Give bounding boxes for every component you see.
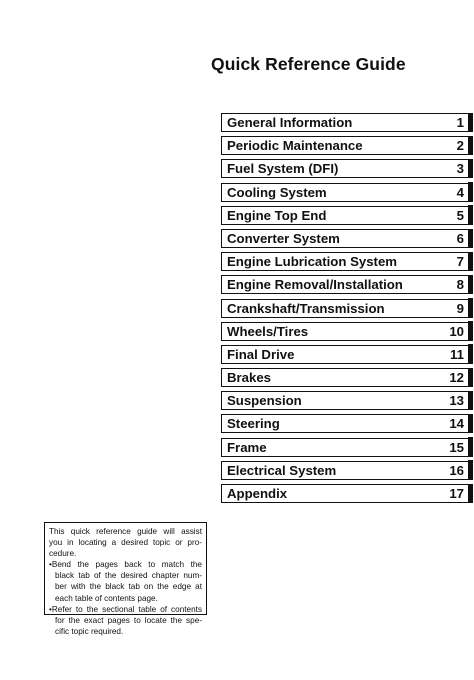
toc-chapter-number: 13	[449, 393, 464, 409]
toc-label: Suspension	[227, 393, 302, 409]
black-tab-marker	[468, 229, 473, 248]
page-title: Quick Reference Guide	[211, 54, 406, 74]
instructions-note-box	[44, 522, 207, 636]
black-tab-marker	[468, 344, 473, 363]
black-tab-marker	[468, 182, 473, 201]
black-tab-marker	[468, 460, 473, 479]
toc-row-steering[interactable]	[221, 414, 473, 433]
note-line: This quick reference guide will assist	[49, 527, 202, 536]
note-line: for the exact pages to locate the spe-	[55, 615, 202, 625]
toc-row-fuel-system[interactable]	[221, 159, 473, 178]
toc-label: Engine Top End	[227, 207, 327, 223]
toc-row-engine-lubrication-system[interactable]	[221, 252, 473, 271]
black-tab-marker	[468, 252, 473, 271]
toc-label: Final Drive	[227, 346, 295, 362]
toc-chapter-number: 11	[450, 346, 464, 362]
toc-chapter-number: 7	[456, 254, 464, 270]
black-tab-marker	[468, 159, 473, 178]
toc-label: Frame	[227, 439, 267, 455]
toc-label: Converter System	[227, 230, 340, 246]
toc-label: Appendix	[227, 486, 288, 501]
toc-row-brakes[interactable]	[221, 368, 473, 387]
toc-row-suspension[interactable]	[221, 391, 473, 410]
toc-chapter-number: 14	[449, 416, 464, 432]
toc-label: Periodic Maintenance	[227, 138, 363, 154]
note-line: ber with the black tab on the edge at	[55, 582, 202, 592]
toc-label: Crankshaft/Transmission	[227, 300, 385, 316]
toc-chapter-number: 16	[449, 462, 464, 478]
note-line: black tab of the desired chapter num-	[55, 571, 202, 581]
toc-row-periodic-maintenance[interactable]	[221, 136, 473, 155]
note-line: cedure.	[49, 549, 77, 559]
toc-row-electrical-system[interactable]	[221, 461, 473, 480]
black-tab-marker	[468, 113, 473, 132]
toc-row-appendix[interactable]	[221, 484, 473, 503]
note-line: cific topic required.	[55, 626, 124, 636]
toc-label: Electrical System	[227, 462, 337, 478]
toc-row-cooling-system[interactable]	[221, 183, 473, 202]
toc-chapter-number: 12	[449, 370, 464, 386]
table-of-contents	[221, 113, 473, 507]
black-tab-marker	[468, 136, 473, 155]
toc-chapter-number: 3	[456, 161, 464, 177]
black-tab-marker	[468, 484, 473, 503]
black-tab-marker	[468, 437, 473, 456]
toc-label: Fuel System (DFI)	[227, 161, 339, 177]
toc-row-final-drive[interactable]	[221, 345, 473, 364]
toc-row-engine-removal-installation[interactable]	[221, 275, 473, 294]
toc-label: Engine Removal/Installation	[227, 277, 403, 293]
note-line: each table of contents page.	[55, 593, 158, 603]
toc-label: Steering	[227, 416, 280, 432]
black-tab-marker	[468, 391, 473, 410]
toc-label: General Information	[227, 115, 353, 130]
toc-chapter-number: 8	[456, 277, 464, 293]
toc-chapter-number: 9	[456, 300, 464, 316]
black-tab-marker	[468, 275, 473, 294]
toc-label: Brakes	[227, 370, 271, 386]
black-tab-marker	[468, 414, 473, 433]
note-line: you in locating a desired topic or pro-	[49, 538, 202, 548]
toc-row-crankshaft-transmission[interactable]	[221, 299, 473, 318]
note-bullet-line: •Bend the pages back to match the	[49, 560, 202, 570]
black-tab-marker	[468, 298, 473, 317]
toc-row-frame[interactable]	[221, 438, 473, 457]
toc-row-engine-top-end[interactable]	[221, 206, 473, 225]
toc-chapter-number: 6	[456, 230, 464, 246]
toc-row-converter-system[interactable]	[221, 229, 473, 248]
toc-row-general-information[interactable]	[221, 113, 473, 132]
toc-label: Wheels/Tires	[227, 323, 309, 339]
toc-chapter-number: 10	[449, 323, 464, 339]
black-tab-marker	[468, 321, 473, 340]
toc-label: Engine Lubrication System	[227, 254, 398, 270]
toc-chapter-number: 4	[456, 184, 464, 200]
toc-chapter-number: 17	[449, 486, 464, 501]
toc-chapter-number: 5	[456, 207, 464, 223]
toc-label: Cooling System	[227, 184, 327, 200]
toc-chapter-number: 2	[456, 138, 464, 154]
toc-chapter-number: 1	[456, 115, 464, 130]
black-tab-marker	[468, 368, 473, 387]
toc-chapter-number: 15	[449, 439, 464, 455]
black-tab-marker	[468, 205, 473, 224]
toc-row-wheels-tires[interactable]	[221, 322, 473, 341]
note-bullet-line: •Refer to the sectional table of contents	[49, 604, 202, 614]
